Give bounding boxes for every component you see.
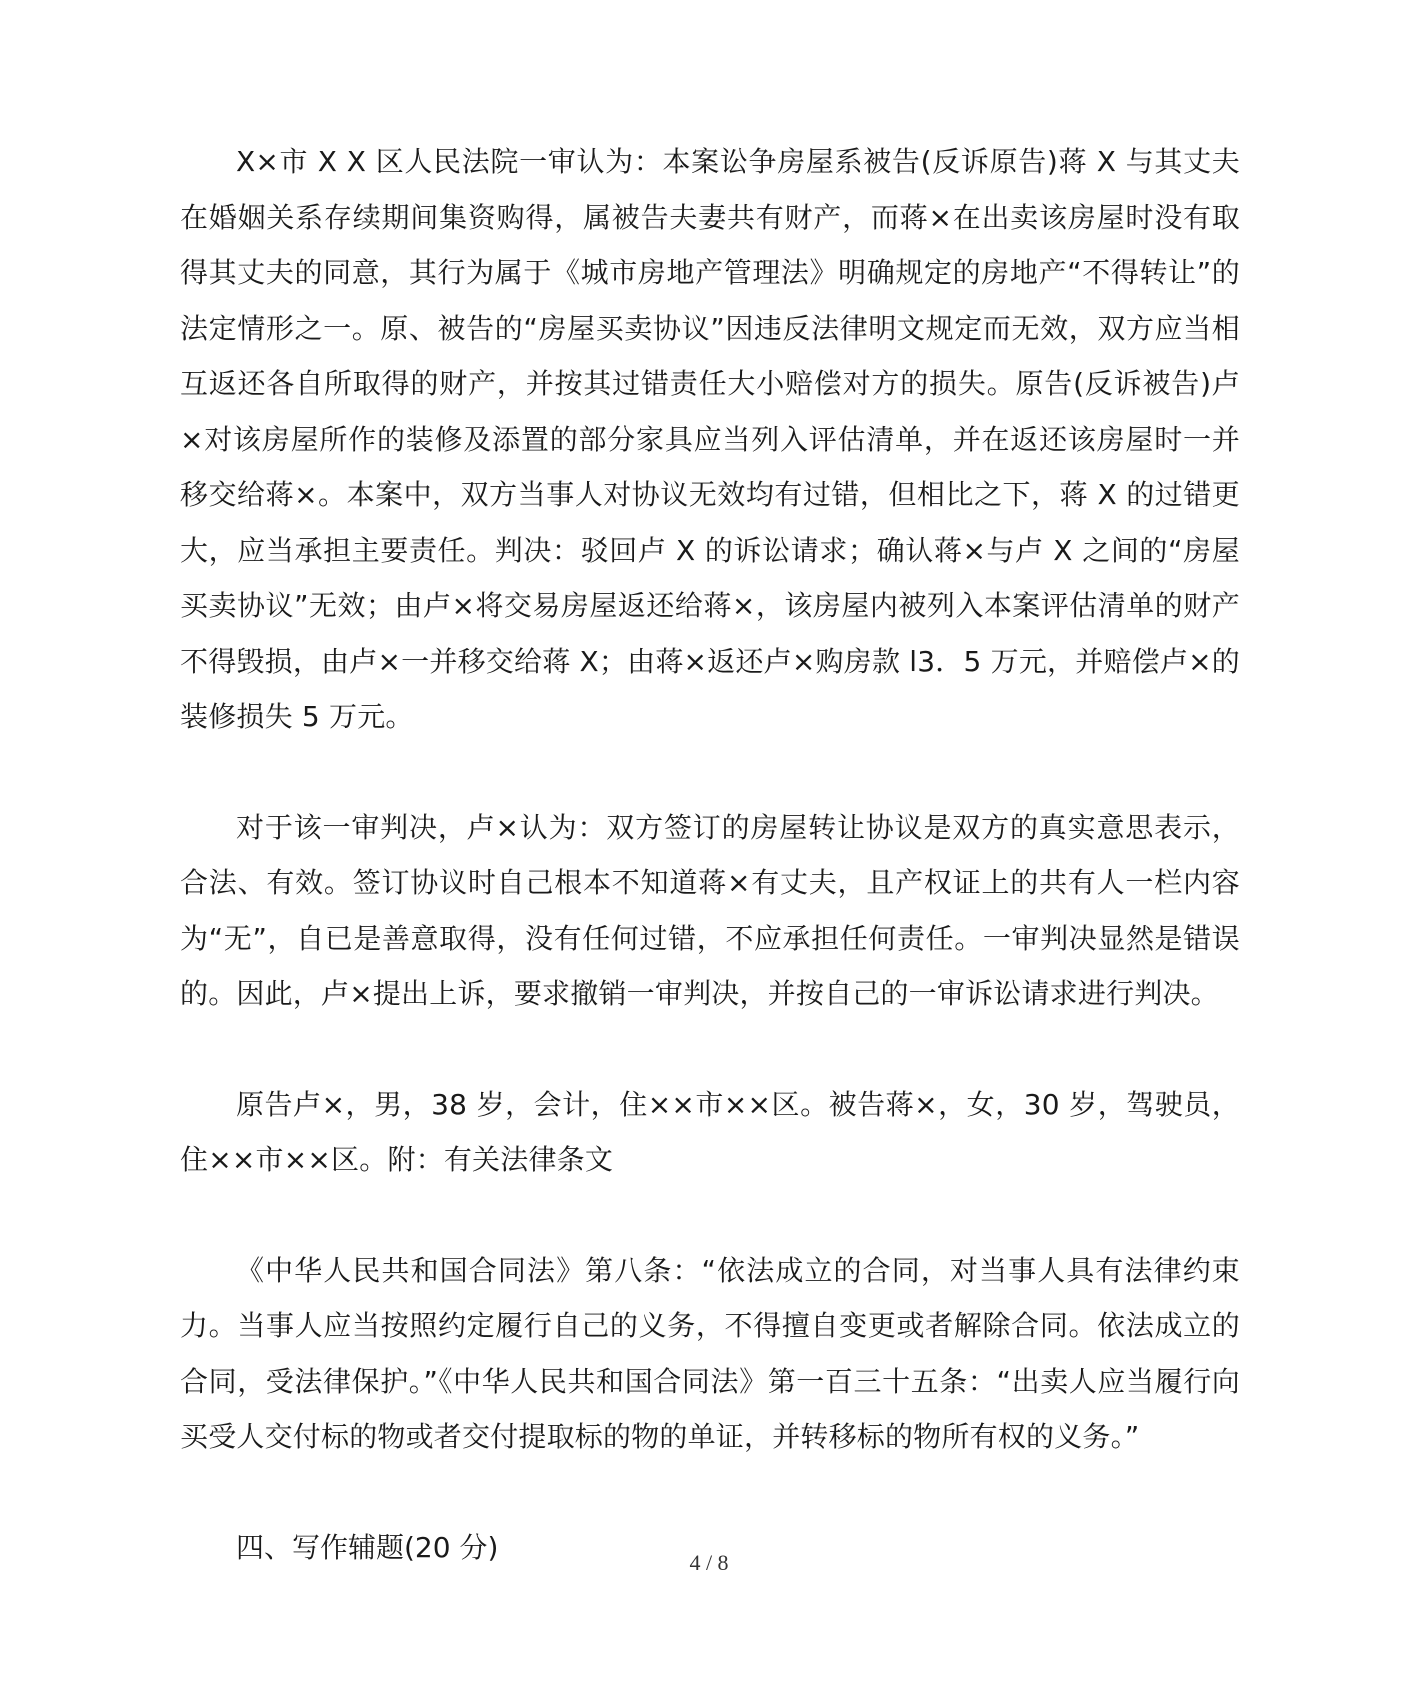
paragraph-parties: 原告卢×，男，38 岁，会计，住××市××区。被告蒋×，女，30 岁，驾驶员，住××市××区。附：有关法律条文 — [180, 1087, 1240, 1176]
paragraph-appeal-reason: 对于该一审判决，卢×认为：双方签订的房屋转让协议是双方的真实意思表示，合法、有效。签订协议时自己根本不知道蒋×有丈夫，且产权证上的共有人一栏内容为“无”，自已是善意取得，没有任何过错，不应承担任何责任。一审判决显然是错误的。因此，卢×提出上诉，要求撤销一审判决，并按自己的一审诉讼请求进行判决。 — [180, 810, 1240, 1010]
paragraph-first-instance-ruling: X×市 X X 区人民法院一审认为：本案讼争房屋系被告(反诉原告)蒋 X 与其丈夫在婚姻关系存续期间集资购得，属被告夫妻共有财产，而蒋×在出卖该房屋时没有取得其丈夫的同意，其行为属于《城市房地产管理法》明确规定的房地产“不得转让”的法定情形之一。原、被告的“房屋买卖协议”因违反法律明文规定而无效，双方应当相互返还各自所取得的财产，并按其过错责任大小赔偿对方的损失。原告(反诉被告)卢×对该房屋所作的装修及添置的部分家具应当列入评估清单，并在返还该房屋时一并移交给蒋×。本案中，双方当事人对协议无效均有过错，但相比之下，蒋 X 的过错更大，应当承担主要责任。判决：驳回卢 X 的诉讼请求；确认蒋×与卢 X 之间的“房屋买卖协议”无效；由卢×将交易房屋返还给蒋×，该房屋内被列入本案评估清单的财产不得毁损，由卢×一并移交给蒋 X；由蒋×返还卢×购房款 l3．5 万元，并赔偿卢×的装修损失 5 万元。 — [180, 145, 1240, 733]
page-number: 4 / 8 — [689, 1550, 729, 1575]
paragraph-legal-provisions: 《中华人民共和国合同法》第八条：“依法成立的合同，对当事人具有法律约束力。当事人应当按照约定履行自己的义务，不得擅自变更或者解除合同。依法成立的合同，受法律保护。”《中华人民共和国合同法》第一百三十五条：“出卖人应当履行向买受人交付标的物或者交付提取标的物的单证，并转移标的物所有权的义务。” — [180, 1253, 1240, 1453]
document-body — [180, 134, 1240, 1575]
section-heading: 四、写作辅题(20 分) — [236, 1530, 499, 1564]
